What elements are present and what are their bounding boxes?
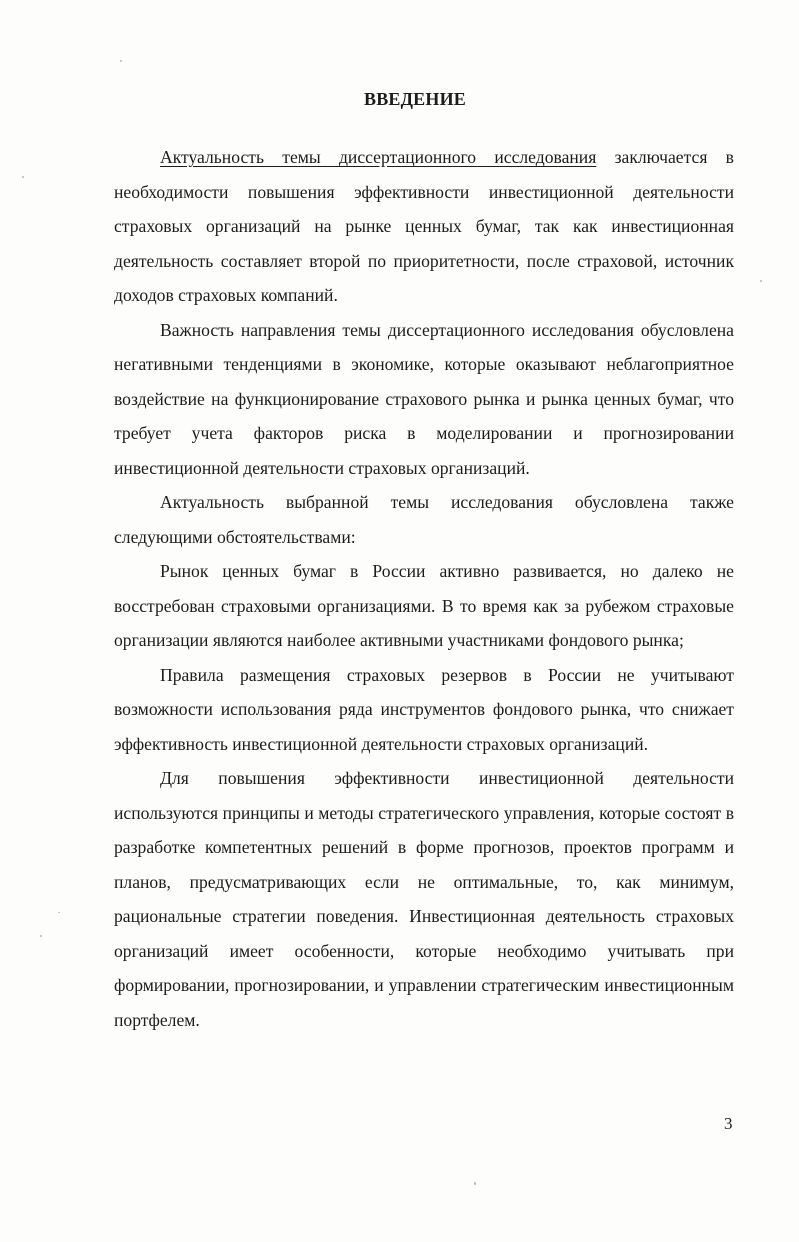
paragraph xyxy=(114,140,734,313)
scan-speck xyxy=(22,176,24,178)
scan-speck xyxy=(120,60,122,62)
scan-speck xyxy=(58,912,60,913)
page-title: ВВЕДЕНИЕ xyxy=(363,89,466,109)
scan-speck xyxy=(40,935,42,937)
page-number: 3 xyxy=(724,1114,733,1133)
paragraph: Правила размещения страховых резервов в России не учитывают возможности использования ряда инструментов фондового рынка, что снижает эффективность инвестиционной деятельности страховых организаций. xyxy=(114,664,734,754)
paragraph: Актуальность выбранной темы исследования обусловлена также следующими обстоятельствами: xyxy=(114,492,734,547)
paragraph-text: заключается в необходимости повышения эффективности инвестиционной деятельности страховых организаций на рынке ценных бумаг, так как инвестиционная деятельность составляет второй по приоритетности, после страховой, источник доходов страховых компаний. xyxy=(114,147,734,305)
scan-speck xyxy=(474,1182,476,1185)
paragraph: Важность направления темы диссертационного исследования обусловлена негативными тенденциями в экономике, которые оказывают неблагоприятное воздействие на функционирование страхового рынка и рынка ценных бумаг, что требует учета факторов риска в моделировании и прогнозировании инвестиционной деятельности страховых организаций. xyxy=(114,319,734,478)
scan-speck xyxy=(760,280,762,282)
document-body xyxy=(114,140,734,1037)
underlined-phrase: Актуальность темы диссертационного исследования xyxy=(160,147,597,167)
paragraph: Для повышения эффективности инвестиционной деятельности используются принципы и методы стратегического управления, которые состоят в разработке компетентных решений в форме прогнозов, проектов программ и планов, предусматривающих если не оптимальные, то, как минимум, рациональные стратегии поведения. Инвестиционная деятельность страховых организаций имеет особенности, которые необходимо учитывать при формировании, прогнозировании, и управлении стратегическим инвестиционным портфелем. xyxy=(114,768,734,1030)
paragraph: Рынок ценных бумаг в России активно развивается, но далеко не восстребован страховыми организациями. В то время как за рубежом страховые организации являются наиболее активными участниками фондового рынка; xyxy=(114,561,734,650)
